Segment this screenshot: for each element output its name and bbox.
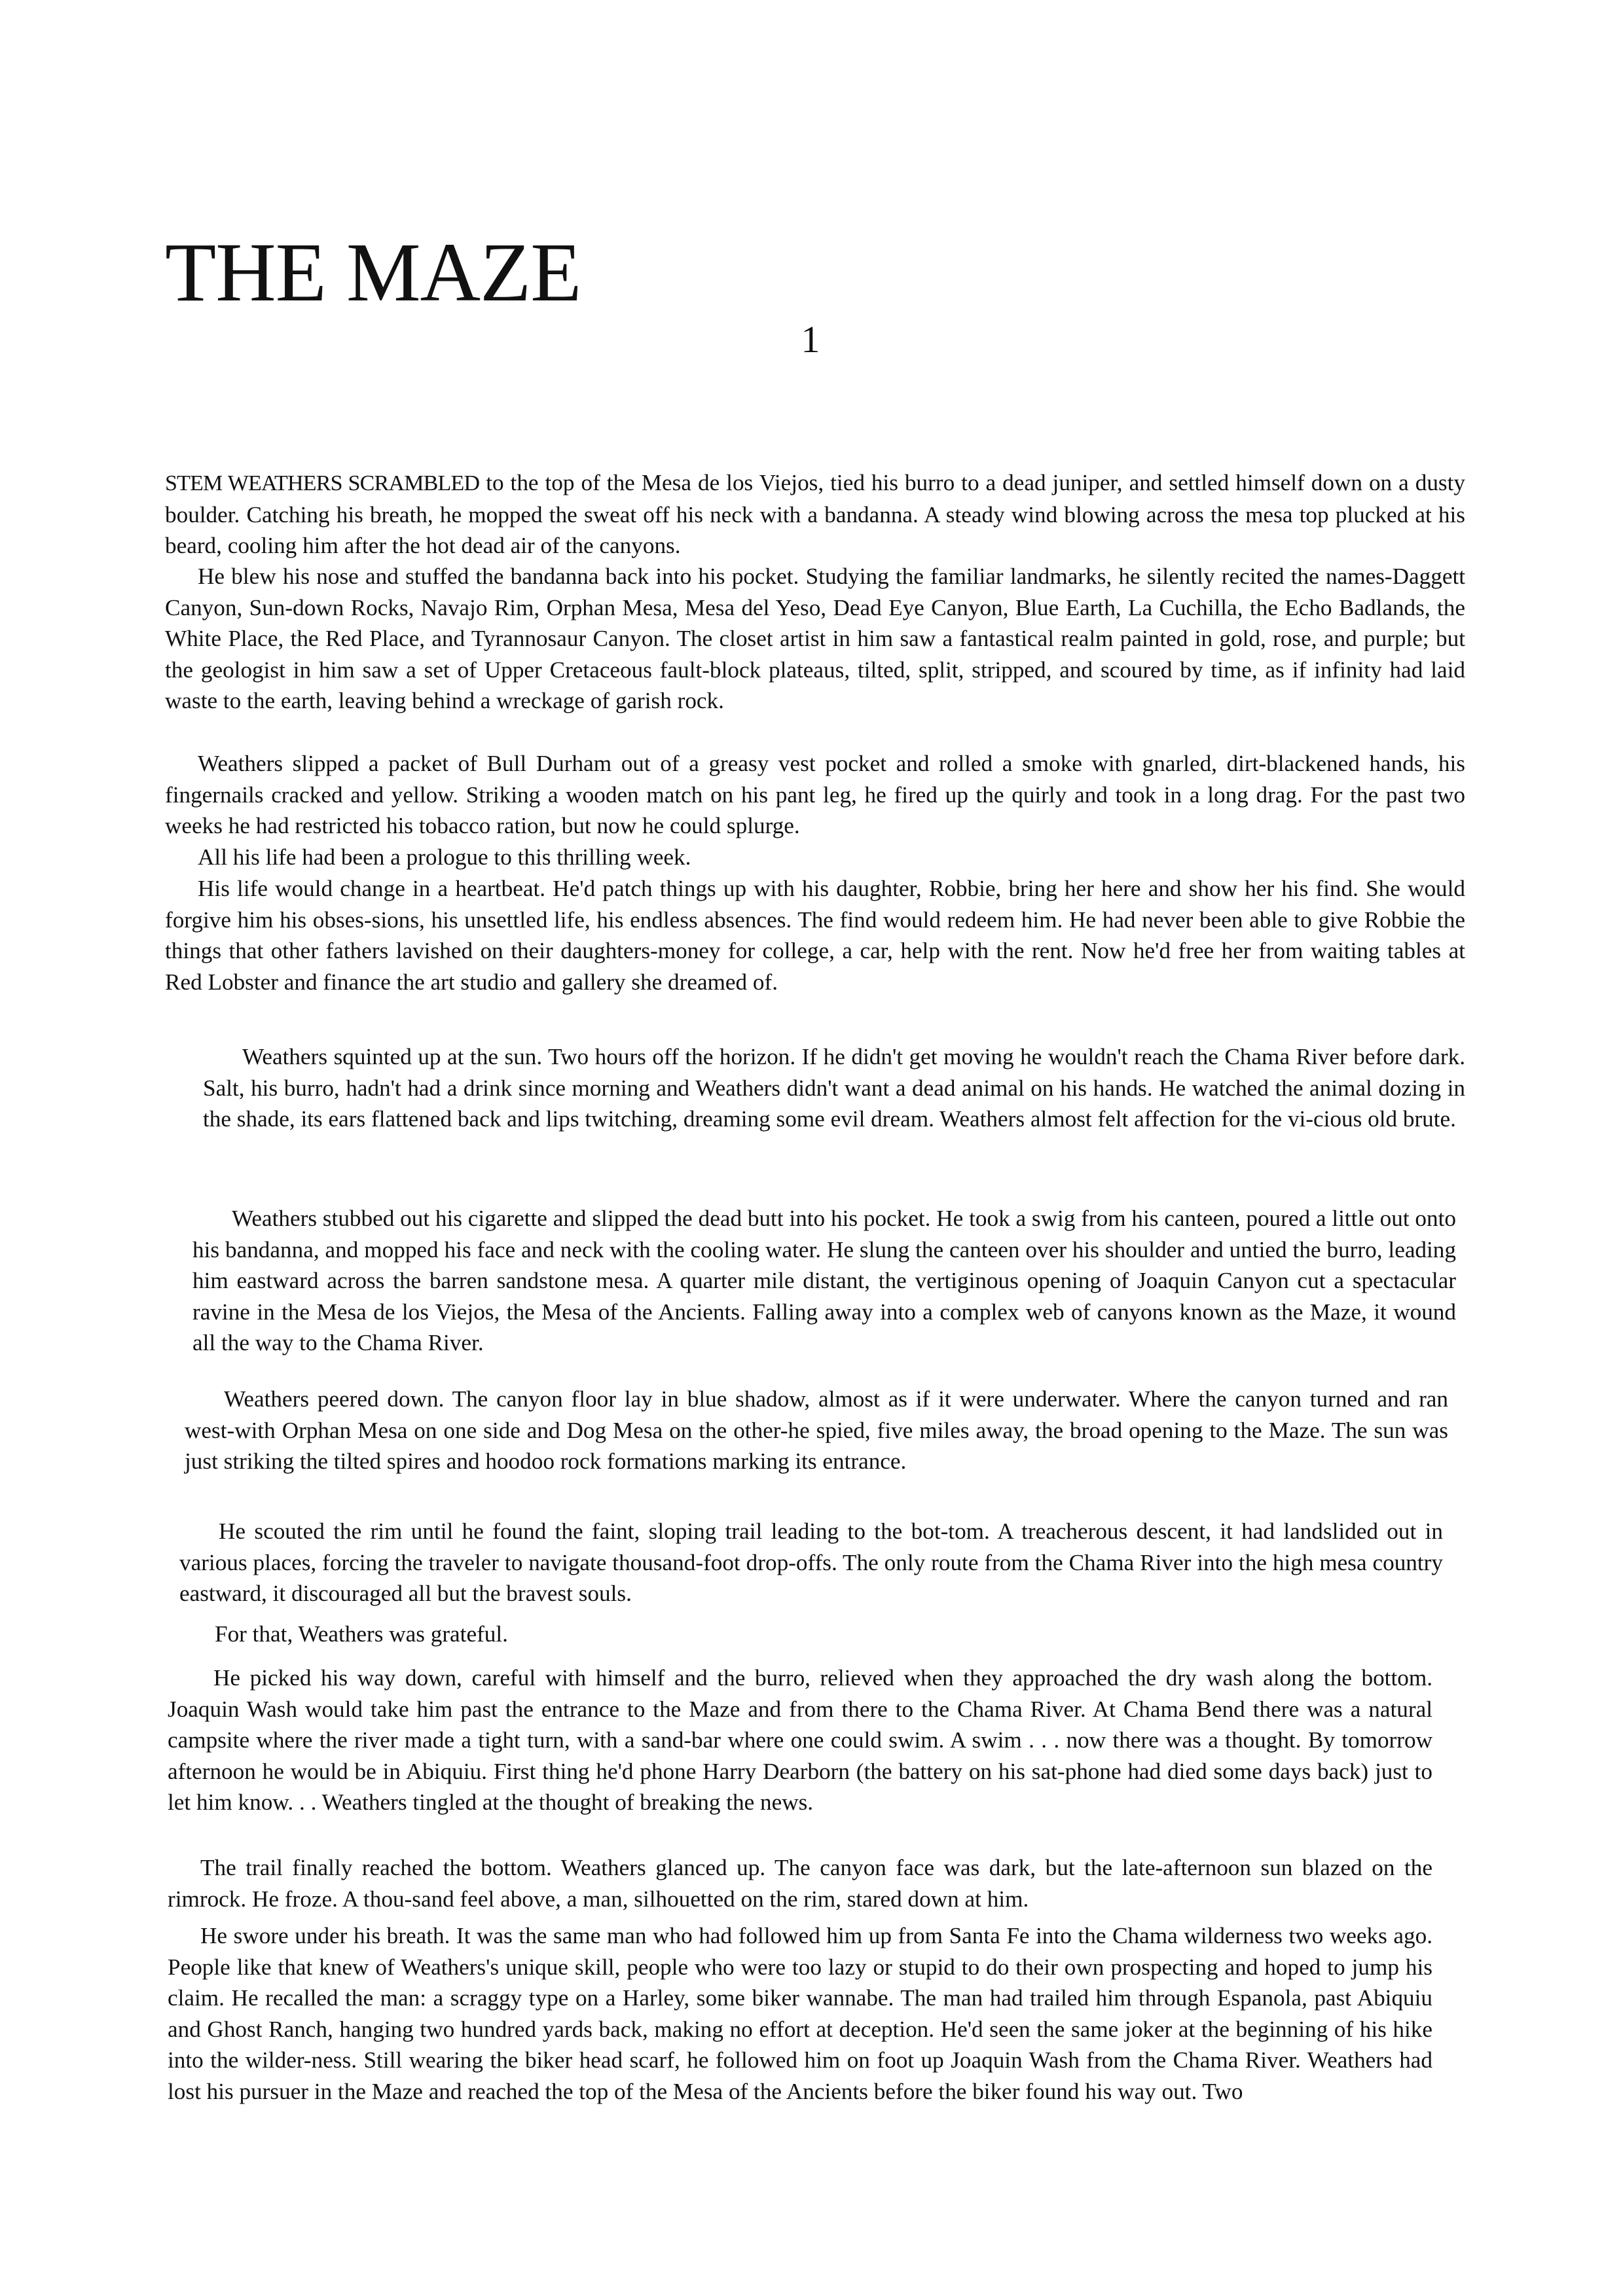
paragraph-text: He blew his nose and stuffed the bandanna back into his pocket. Studying the familiar landmarks, he silently recited the names-Daggett Canyon, Sun-down Rocks, Navajo Rim, Orphan Mesa, Mesa del Yeso, Dead Eye Canyon, Blue Earth, La Cuchilla, the Echo Badlands, the White Place, the Red Place, and Tyrannosaur Canyon. The closet artist in him saw a fantastical realm painted in gold, rose, and purple; but the geologist in him saw a set of Upper Cretaceous fault-block plateaus, tilted, split, stripped, and scoured by time, as if infinity had laid waste to the earth, leaving behind a wreckage of garish rock. [165,564,1465,714]
paragraph-text: Weathers slipped a packet of Bull Durham out of a greasy vest pocket and rolled a smoke with gnarled, dirt-blackened hands, his fingernails cracked and yellow. Striking a wooden match on his pant leg, he fired up the quirly and took in a long drag. For the past two weeks he had restricted his tobacco ration, but now he could splurge. [165,751,1465,839]
paragraph [168,1662,1432,1818]
paragraph [168,1852,1432,1914]
paragraph [179,1516,1443,1609]
paragraph-lead-caps: STEM WEATHERS SCRAMBLED [165,471,480,495]
paragraph-text: For that, Weathers was grateful. [215,1621,508,1647]
paragraph [165,467,1465,562]
paragraph-text: He swore under his breath. It was the same man who had followed him up from Santa Fe into the Chama wilderness two weeks ago. People like that knew of Weathers's unique skill, people who were too lazy or stupid to do their own prospecting and hoped to jump his claim. He recalled the man: a scraggy type on a Harley, some biker wannabe. The man had trailed him through Espanola, past Abiquiu and Ghost Ranch, hanging two hundred yards back, making no effort at deception. He'd seen the same joker at the beginning of his hike into the wilder-ness. Still wearing the biker head scarf, he followed him on foot up Joaquin Wash from the Chama River. Weathers had lost his pursuer in the Maze and reached the top of the Mesa of the Ancients before the biker found his way out. Two [168,1923,1432,2104]
paragraph-text: Weathers squinted up at the sun. Two hours off the horizon. If he didn't get moving he wouldn't reach the Chama River before dark. Salt, his burro, hadn't had a drink since morning and Weathers didn't want a dead animal on his hands. He watched the animal dozing in the shade, its ears flattened back and lips twitching, dreaming some evil dream. Weathers almost felt affection for the vi-cious old brute. [203,1044,1465,1132]
paragraph-text: He scouted the rim until he found the faint, sloping trail leading to the bot-tom. A treacherous descent, it had landslided out in various places, forcing the traveler to navigate thousand-foot drop-offs. The only route from the Chama River into the high mesa country eastward, it discouraged all but the bravest souls. [179,1518,1443,1607]
paragraph-text: to the top of the Mesa de los Viejos, tied his burro to a dead juniper, and settled himself down on a dusty boulder. Catching his breath, he mopped the sweat off his neck with a bandanna. A steady wind blowing across the mesa top plucked at his beard, cooling him after the hot dead air of the canyons. [165,470,1465,559]
paragraph-text: All his life had been a prologue to this thrilling week. [198,844,691,870]
paragraph [179,1619,1443,1650]
paragraph-text: He picked his way down, careful with himself and the burro, relieved when they approached the dry wash along the bottom. Joaquin Wash would take him past the entrance to the Maze and from there to the Chama River. At Chama Bend there was a natural campsite where the river made a tight turn, with a sand-bar where one could swim. A swim . . . now there was a thought. By tomorrow afternoon he would be in Abiquiu. First thing he'd phone Harry Dearborn (the battery on his sat-phone had died some days back) just to let him know. . . Weathers tingled at the thought of breaking the news. [168,1665,1432,1816]
paragraph-text: The trail finally reached the bottom. Weathers glanced up. The canyon face was dark, but the late-afternoon sun blazed on the rimrock. He froze. A thou-sand feel above, a man, silhouetted on the rim, stared down at him. [168,1855,1432,1912]
chapter-title: THE MAZE [165,226,581,319]
chapter-number: 1 [801,318,820,361]
paragraph-text: His life would change in a heartbeat. He'd patch things up with his daughter, Robbie, bring her here and show her his find. She would forgive him his obses-sions, his unsettled life, his endless absences. The find would redeem him. He had never been able to give Robbie the things that other fathers lavished on their daughters-money for college, a car, help with the rent. Now he'd free her from waiting tables at Red Lobster and finance the art studio and gallery she dreamed of. [165,876,1465,995]
paragraph [165,561,1465,717]
paragraph-text: Weathers peered down. The canyon floor lay in blue shadow, almost as if it were underwater. Where the canyon turned and ran west-with Orphan Mesa on one side and Dog Mesa on the other-he spied, five miles away, the broad opening to the Maze. The sun was just striking the tilted spires and hoodoo rock formations marking its entrance. [185,1386,1448,1475]
paragraph-text: Weathers stubbed out his cigarette and slipped the dead butt into his pocket. He took a swig from his canteen, poured a little out onto his bandanna, and mopped his face and neck with the cooling water. He slung the canteen over his shoulder and untied the burro, leading him eastward across the barren sandstone mesa. A quarter mile distant, the vertiginous opening of Joaquin Canyon cut a spectacular ravine in the Mesa de los Viejos, the Mesa of the Ancients. Falling away into a complex web of canyons known as the Maze, it wound all the way to the Chama River. [192,1206,1456,1356]
paragraph [185,1384,1448,1477]
paragraph [168,1920,1432,2108]
paragraph [192,1203,1456,1359]
paragraph [165,873,1465,997]
paragraph [165,842,1465,873]
paragraph [165,748,1465,842]
paragraph [203,1041,1465,1135]
